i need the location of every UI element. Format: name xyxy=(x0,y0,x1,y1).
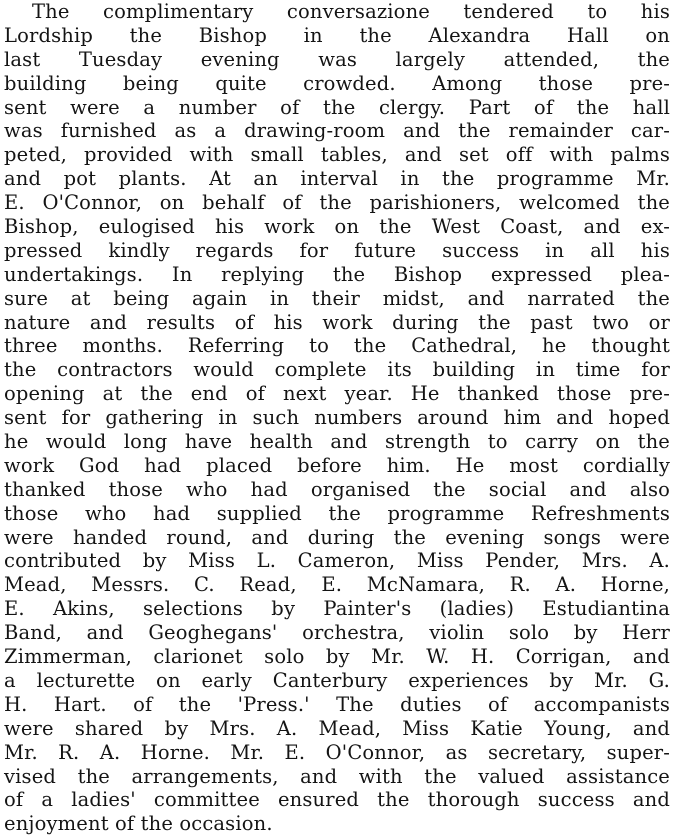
article-text-line: nature and results of his work during the past two or xyxy=(4,310,670,334)
article-text-line: E. O'Connor, on behalf of the parishioners, welcomed the xyxy=(4,191,670,215)
article-text-line: the contractors would complete its building in time for xyxy=(4,358,670,382)
article-text-line: contributed by Miss L. Cameron, Miss Pender, Mrs. A. xyxy=(4,549,670,573)
article-text-line: The complimentary conversazione tendered to his xyxy=(32,0,670,23)
article-text-line: of a ladies' committee ensured the thorough success and xyxy=(4,788,670,812)
article-text-line: opening at the end of next year. He thanked those pre- xyxy=(4,382,670,406)
article-text-line: Mr. R. A. Horne. Mr. E. O'Connor, as secretary, super- xyxy=(4,740,670,764)
article-text-line: vised the arrangements, and with the valued assistance xyxy=(4,764,670,788)
article-text-line: a lecturette on early Canterbury experiences by Mr. G. xyxy=(4,668,670,692)
article-text-line: pressed kindly regards for future success in all his xyxy=(4,238,670,262)
article-text-line: E. Akins, selections by Painter's (ladies) Estudiantina xyxy=(4,597,670,621)
article-text-line: building being quite crowded. Among those pre- xyxy=(4,71,670,95)
article-text-line: Band, and Geoghegans' orchestra, violin solo by Herr xyxy=(4,621,670,645)
article-text-line: enjoyment of the occasion. xyxy=(4,812,273,836)
article-text-line: was furnished as a drawing-room and the remainder car- xyxy=(4,119,670,143)
article-text-line: Zimmerman, clarionet solo by Mr. W. H. Corrigan, and xyxy=(4,645,670,669)
article-text-line: and pot plants. At an interval in the programme Mr. xyxy=(4,167,670,191)
article-text-line: were handed round, and during the evening songs were xyxy=(4,525,670,549)
article-body xyxy=(4,0,670,836)
article-text-line: sent for gathering in such numbers around him and hoped xyxy=(4,406,670,430)
article-text-line: Mead, Messrs. C. Read, E. McNamara, R. A. Horne, xyxy=(4,573,670,597)
article-text-line: thanked those who had organised the social and also xyxy=(4,477,670,501)
article-text-line: work God had placed before him. He most cordially xyxy=(4,453,670,477)
article-text-line: H. Hart. of the 'Press.' The duties of accompanists xyxy=(4,692,670,716)
article-text-line: Lordship the Bishop in the Alexandra Hall on xyxy=(4,23,670,47)
article-text-line: those who had supplied the programme Refreshments xyxy=(4,501,670,525)
article-text-line: three months. Referring to the Cathedral, he thought xyxy=(4,334,670,358)
article-text-line: last Tuesday evening was largely attended, the xyxy=(4,47,670,71)
article-text-line: sent were a number of the clergy. Part of the hall xyxy=(4,95,670,119)
article-text-line: peted, provided with small tables, and set off with palms xyxy=(4,143,670,167)
article-text-line: Bishop, eulogised his work on the West Coast, and ex- xyxy=(4,215,670,239)
article-text-line: undertakings. In replying the Bishop expressed plea- xyxy=(4,262,670,286)
article-text-line: were shared by Mrs. A. Mead, Miss Katie Young, and xyxy=(4,716,670,740)
article-text-line: he would long have health and strength to carry on the xyxy=(4,430,670,454)
article-text-line: sure at being again in their midst, and narrated the xyxy=(4,286,670,310)
